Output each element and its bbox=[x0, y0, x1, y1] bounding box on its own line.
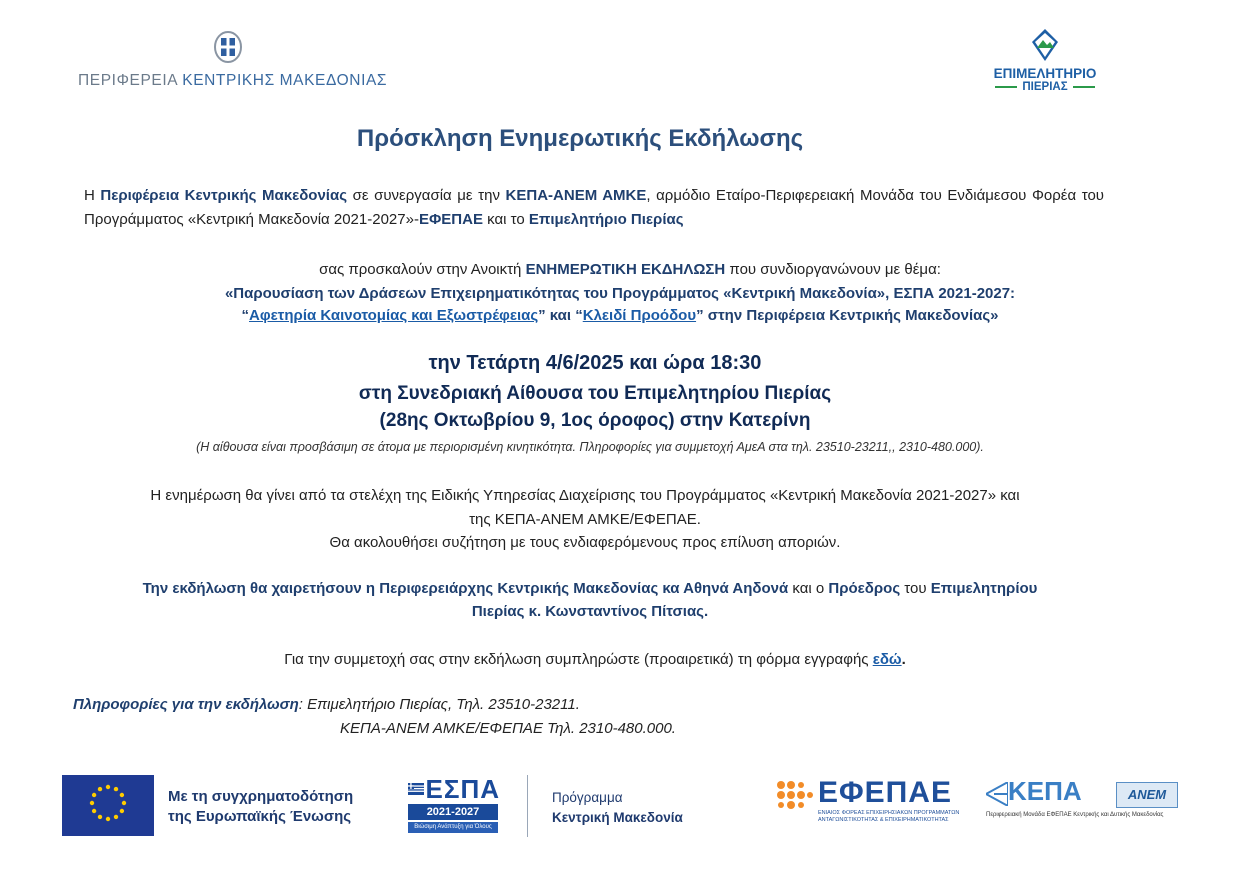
intro-paragraph: Η Περιφέρεια Κεντρικής Μακεδονίας σε συνεργασία με την ΚΕΠΑ-ΑΝΕΜ ΑΜΚΕ, αρμόδιο Εταίρο-Περιφερειακή Μονάδα του Ενδιάμεσου Φορέα του Προγράμματος «Κεντρική Μακεδονία 2021-2027»-ΕΦΕΠΑΕ και το Επιμελητήριο Πιερίας bbox=[84, 187, 1104, 228]
chamber-logo bbox=[985, 28, 1105, 98]
chamber-mountain-icon bbox=[1031, 28, 1059, 67]
efepae-dots-icon bbox=[776, 780, 814, 819]
event-address: (28ης Οκτωβρίου 9, 1ος όροφος) στην Κατερίνη bbox=[379, 410, 811, 431]
chamber-subname: ΠΙΕΡΙΑΣ bbox=[985, 81, 1105, 93]
topic-line-1: «Παρουσίαση των Δράσεων Επιχειρηματικότητας του Προγράμματος «Κεντρική Μακεδονία», ΕΣΠΑ 2021-2027: bbox=[224, 285, 1016, 302]
page-title: Πρόσκληση Ενημερωτικής Εκδήλωσης bbox=[356, 125, 804, 152]
kepa-logo: ΚΕΠΑ ΑΝΕΜ Περιφερειακή Μονάδα ΕΦΕΠΑΕ Κεντρικής και Δυτικής Μακεδονίας bbox=[986, 778, 1181, 828]
discussion-line: Θα ακολουθήσει συζήτηση με τους ενδιαφερόμενους προς επίλυση αποριών. bbox=[329, 534, 841, 551]
signup-link[interactable]: εδώ bbox=[872, 651, 902, 668]
greeting-line-2: Πιερίας κ. Κωνσταντίνος Πίτσιας. bbox=[471, 603, 709, 620]
topic-link-afetiria[interactable]: Αφετηρία Καινοτομίας και Εξωστρέφειας bbox=[249, 307, 539, 324]
accessibility-note: (Η αίθουσα είναι προσβάσιμη σε άτομα με περιορισμένη κινητικότητα. Πληροφορίες για συμμετοχή ΑμεΑ στα τηλ. 23510-23211,, 2310-480.000). bbox=[196, 440, 984, 454]
eu-flag-icon bbox=[62, 775, 154, 836]
region-logo bbox=[78, 28, 388, 98]
briefing-line-2: της ΚΕΠΑ-ΑΝΕΜ ΑΜΚΕ/ΕΦΕΠΑΕ. bbox=[469, 511, 701, 528]
program-text: Πρόγραμμα Κεντρική Μακεδονία bbox=[552, 790, 683, 825]
topic-line-2: “Αφετηρία Καινοτομίας και Εξωστρέφειας” και “Κλειδί Προόδου” στην Περιφέρεια Κεντρικής Μακεδονίας» bbox=[241, 307, 999, 324]
efepae-logo: ΕΦΕΠΑΕ ΕΝΙΑΙΟΣ ΦΟΡΕΑΣ ΕΠΙΧΕΙΡΗΣΙΑΚΩΝ ΠΡΟΓΡΑΜΜΑΤΩΝ ΑΝΤΑΓΩΝΙΣΤΙΚΟΤΗΤΑΣ & ΕΠΙΧΕΙΡΗΜΑΤΙΚΟΤΗΤΑΣ bbox=[776, 778, 971, 828]
espa-logo: ΕΣΠΑ 2021-2027 Βιώσιμη Ανάπτυξη για Όλους bbox=[405, 774, 500, 836]
topic-link-kleidi[interactable]: Κλειδί Προόδου bbox=[582, 307, 697, 324]
info-line-2: ΚΕΠΑ-ΑΝΕΜ ΑΜΚΕ/ΕΦΕΠΑΕ Τηλ. 2310-480.000. bbox=[340, 720, 676, 737]
briefing-line-1: Η ενημέρωση θα γίνει από τα στελέχη της Ειδικής Υπηρεσίας Διαχείρισης του Προγράμματος «Κεντρική Μακεδονία 2021-2027» και bbox=[150, 487, 1020, 504]
greeting-line-1: Την εκδήλωση θα χαιρετήσουν η Περιφερειάρχης Κεντρικής Μακεδονίας κα Αθηνά Αηδονά και ο Πρόεδρος του Επιμελητηρίου bbox=[142, 580, 1038, 597]
greek-emblem-icon bbox=[213, 30, 243, 69]
eu-cofunding-text: Με τη συγχρηματοδότηση της Ευρωπαϊκής Ένωσης bbox=[168, 788, 354, 825]
event-venue: στη Συνεδριακή Αίθουσα του Επιμελητηρίου Πιερίας bbox=[358, 383, 832, 404]
event-date: την Τετάρτη 4/6/2025 και ώρα 18:30 bbox=[428, 352, 762, 374]
chamber-name: ΕΠΙΜΕΛΗΤΗΡΙΟ bbox=[993, 66, 1097, 81]
greek-flag-icon bbox=[408, 782, 424, 800]
invite-line: σας προσκαλούν στην Ανοικτή ΕΝΗΜΕΡΩΤΙΚΗ ΕΚΔΗΛΩΣΗ που συνδιοργανώνουν με θέμα: bbox=[319, 261, 941, 278]
region-name: ΠΕΡΙΦΕΡΕΙΑ ΚΕΝΤΡΙΚΗΣ ΜΑΚΕΔΟΝΙΑΣ bbox=[78, 72, 388, 89]
signup-line: Για την συμμετοχή σας στην εκδήλωση συμπληρώστε (προαιρετικά) τη φόρμα εγγραφής εδώ. bbox=[284, 651, 906, 668]
footer-divider bbox=[527, 775, 528, 837]
kepa-arrow-icon bbox=[986, 782, 1008, 811]
info-line-1: Πληροφορίες για την εκδήλωση: Επιμελητήριο Πιερίας, Τηλ. 23510-23211. bbox=[73, 696, 580, 713]
